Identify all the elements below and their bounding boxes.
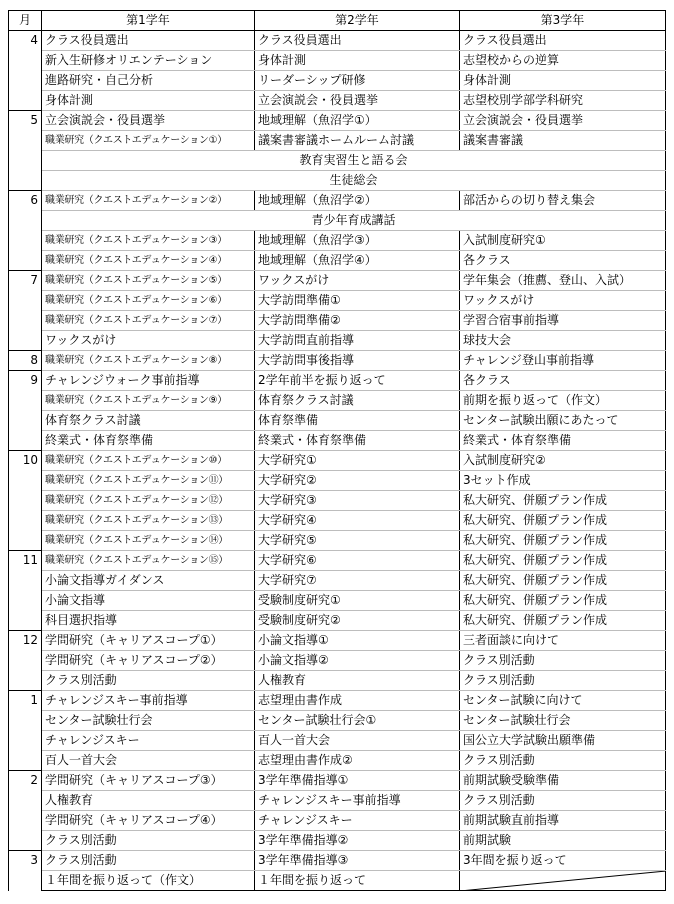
y2-cell: 大学研究⑦ (255, 571, 460, 591)
y3-cell: 前期試験受験準備 (460, 771, 666, 791)
y2-cell: 大学研究④ (255, 511, 460, 531)
table-row (9, 191, 666, 211)
table-row (9, 731, 666, 751)
table-row (9, 391, 666, 411)
table-row (9, 151, 666, 171)
y1-cell: 職業研究（クエストエデュケーション③） (42, 231, 255, 251)
y2-cell: 2学年前半を振り返って (255, 371, 460, 391)
table-row (9, 71, 666, 91)
table-row (9, 811, 666, 831)
y1-cell: 職業研究（クエストエデュケーション⑩） (42, 451, 255, 471)
y1-cell: 職業研究（クエストエデュケーション⑫） (42, 491, 255, 511)
y3-cell: センター試験出願にあたって (460, 411, 666, 431)
year1-header: 第1学年 (42, 11, 255, 31)
y1-cell: 百人一首大会 (42, 751, 255, 771)
y2-cell: 人権教育 (255, 671, 460, 691)
y2-cell: 受験制度研究② (255, 611, 460, 631)
y2-cell: 3学年準備指導③ (255, 851, 460, 871)
y3-cell: 各クラス (460, 251, 666, 271)
y1-cell: 人権教育 (42, 791, 255, 811)
month-cell: 6 (9, 191, 42, 271)
table-row (9, 791, 666, 811)
month-cell: 12 (9, 631, 42, 691)
y2-cell: 大学研究⑤ (255, 531, 460, 551)
table-row (9, 651, 666, 671)
y3-cell: 前期を振り返って（作文） (460, 391, 666, 411)
table-row (9, 531, 666, 551)
y2-cell: 3学年準備指導① (255, 771, 460, 791)
table-row (9, 311, 666, 331)
y2-cell: 地域理解（魚沼学④） (255, 251, 460, 271)
y1-cell: チャレンジスキー (42, 731, 255, 751)
y2-cell: リーダーシップ研修 (255, 71, 460, 91)
table-row (9, 291, 666, 311)
y3-cell: 私大研究、併願プラン作成 (460, 571, 666, 591)
table-row (9, 91, 666, 111)
y3-cell: 立会演説会・役員選挙 (460, 111, 666, 131)
y2-cell: 大学研究① (255, 451, 460, 471)
y3-cell: クラス役員選出 (460, 31, 666, 51)
y3-cell: 私大研究、併願プラン作成 (460, 611, 666, 631)
y2-cell: クラス役員選出 (255, 31, 460, 51)
y3-cell: 三者面談に向けて (460, 631, 666, 651)
y3-cell: クラス別活動 (460, 651, 666, 671)
month-cell: 2 (9, 771, 42, 851)
table-row (9, 671, 666, 691)
y2-cell: ワックスがけ (255, 271, 460, 291)
y2-cell: １年間を振り返って (255, 871, 460, 891)
y3-cell: 私大研究、併願プラン作成 (460, 591, 666, 611)
table-row (9, 691, 666, 711)
y2-cell: 3学年準備指導② (255, 831, 460, 851)
table-row (9, 871, 666, 891)
empty-slashed-cell (460, 871, 666, 891)
y1-cell: チャレンジウォーク事前指導 (42, 371, 255, 391)
merged-event-cell: 青少年育成講話 (42, 211, 666, 231)
y3-cell: 議案書審議 (460, 131, 666, 151)
table-row (9, 831, 666, 851)
y2-cell: 身体計測 (255, 51, 460, 71)
y1-cell: 職業研究（クエストエデュケーション⑬） (42, 511, 255, 531)
y2-cell: 志望理由書作成② (255, 751, 460, 771)
y2-cell: 大学訪問事後指導 (255, 351, 460, 371)
y2-cell: 体育祭クラス討議 (255, 391, 460, 411)
y3-cell: 前期試験 (460, 831, 666, 851)
y1-cell: 職業研究（クエストエデュケーション④） (42, 251, 255, 271)
month-cell: 1 (9, 691, 42, 771)
year3-header: 第3学年 (460, 11, 666, 31)
y1-cell: クラス役員選出 (42, 31, 255, 51)
y1-cell: 学問研究（キャリアスコープ①） (42, 631, 255, 651)
diagonal-slash-line (460, 871, 666, 891)
y2-cell: 大学訪問準備② (255, 311, 460, 331)
table-row (9, 171, 666, 191)
table-row (9, 211, 666, 231)
month-cell: 11 (9, 551, 42, 631)
y1-cell: 職業研究（クエストエデュケーション①） (42, 131, 255, 151)
y1-cell: 小論文指導ガイダンス (42, 571, 255, 591)
header-row (9, 11, 666, 31)
y2-cell: 体育祭準備 (255, 411, 460, 431)
y3-cell: センター試験に向けて (460, 691, 666, 711)
y1-cell: 学問研究（キャリアスコープ②） (42, 651, 255, 671)
y1-cell: 職業研究（クエストエデュケーション⑨） (42, 391, 255, 411)
schedule-sheet (8, 10, 666, 891)
y1-cell: 職業研究（クエストエデュケーション⑤） (42, 271, 255, 291)
month-cell: 5 (9, 111, 42, 191)
y2-cell: 大学研究② (255, 471, 460, 491)
y3-cell: 志望校からの逆算 (460, 51, 666, 71)
y1-cell: 進路研究・自己分析 (42, 71, 255, 91)
y3-cell: 球技大会 (460, 331, 666, 351)
y2-cell: 小論文指導② (255, 651, 460, 671)
y1-cell: 立会演説会・役員選挙 (42, 111, 255, 131)
table-row (9, 611, 666, 631)
annual-schedule-table (8, 10, 666, 891)
y1-cell: チャレンジスキー事前指導 (42, 691, 255, 711)
table-row (9, 51, 666, 71)
table-row (9, 111, 666, 131)
y1-cell: 職業研究（クエストエデュケーション⑭） (42, 531, 255, 551)
y3-cell: 身体計測 (460, 71, 666, 91)
table-row (9, 851, 666, 871)
y3-cell: 各クラス (460, 371, 666, 391)
y2-cell: チャレンジスキー事前指導 (255, 791, 460, 811)
table-row (9, 131, 666, 151)
y1-cell: 学問研究（キャリアスコープ④） (42, 811, 255, 831)
y3-cell: 学年集会（推薦、登山、入試） (460, 271, 666, 291)
y2-cell: 大学訪問直前指導 (255, 331, 460, 351)
y3-cell: 志望校別学部学科研究 (460, 91, 666, 111)
y3-cell: 国公立大学試験出願準備 (460, 731, 666, 751)
month-cell: 10 (9, 451, 42, 551)
table-row (9, 751, 666, 771)
merged-event-cell: 生徒総会 (42, 171, 666, 191)
y2-cell: 終業式・体育祭準備 (255, 431, 460, 451)
y1-cell: 新入生研修オリエンテーション (42, 51, 255, 71)
y1-cell: クラス別活動 (42, 851, 255, 871)
month-cell: 7 (9, 271, 42, 351)
y1-cell: 職業研究（クエストエデュケーション⑧） (42, 351, 255, 371)
y1-cell: ワックスがけ (42, 331, 255, 351)
table-row (9, 351, 666, 371)
y1-cell: 職業研究（クエストエデュケーション⑪） (42, 471, 255, 491)
y3-cell: 3セット作成 (460, 471, 666, 491)
table-row (9, 411, 666, 431)
table-row (9, 591, 666, 611)
y3-cell: 私大研究、併願プラン作成 (460, 531, 666, 551)
table-row (9, 431, 666, 451)
y1-cell: 体育祭クラス討議 (42, 411, 255, 431)
table-row (9, 471, 666, 491)
y3-cell: 部活からの切り替え集会 (460, 191, 666, 211)
y3-cell: 前期試験直前指導 (460, 811, 666, 831)
y3-cell: センター試験壮行会 (460, 711, 666, 731)
month-header: 月 (9, 11, 42, 31)
table-row (9, 771, 666, 791)
y2-cell: 立会演説会・役員選挙 (255, 91, 460, 111)
table-row (9, 371, 666, 391)
y3-cell: チャレンジ登山事前指導 (460, 351, 666, 371)
y2-cell: 受験制度研究① (255, 591, 460, 611)
y3-cell: クラス別活動 (460, 791, 666, 811)
y2-cell: 議案書審議ホームルーム討議 (255, 131, 460, 151)
y3-cell: ワックスがけ (460, 291, 666, 311)
y3-cell: 3年間を振り返って (460, 851, 666, 871)
month-cell: 4 (9, 31, 42, 111)
y1-cell: １年間を振り返って（作文） (42, 871, 255, 891)
y2-cell: 小論文指導① (255, 631, 460, 651)
y3-cell: 入試制度研究② (460, 451, 666, 471)
table-row (9, 711, 666, 731)
y3-cell: 終業式・体育祭準備 (460, 431, 666, 451)
y3-cell: 私大研究、併願プラン作成 (460, 491, 666, 511)
y1-cell: 職業研究（クエストエデュケーション⑦） (42, 311, 255, 331)
y2-cell: 地域理解（魚沼学①） (255, 111, 460, 131)
y3-cell: 私大研究、併願プラン作成 (460, 511, 666, 531)
y1-cell: 職業研究（クエストエデュケーション⑮） (42, 551, 255, 571)
y2-cell: 地域理解（魚沼学②） (255, 191, 460, 211)
table-row (9, 631, 666, 651)
table-row (9, 491, 666, 511)
y1-cell: 学問研究（キャリアスコープ③） (42, 771, 255, 791)
table-row (9, 551, 666, 571)
year2-header: 第2学年 (255, 11, 460, 31)
y1-cell: 職業研究（クエストエデュケーション②） (42, 191, 255, 211)
y1-cell: 職業研究（クエストエデュケーション⑥） (42, 291, 255, 311)
y2-cell: 大学訪問準備① (255, 291, 460, 311)
month-cell: 9 (9, 371, 42, 451)
month-cell: 8 (9, 351, 42, 371)
y1-cell: 小論文指導 (42, 591, 255, 611)
y3-cell: 私大研究、併願プラン作成 (460, 551, 666, 571)
y2-cell: 志望理由書作成 (255, 691, 460, 711)
y2-cell: 地域理解（魚沼学③） (255, 231, 460, 251)
table-row (9, 571, 666, 591)
table-row (9, 451, 666, 471)
y1-cell: クラス別活動 (42, 831, 255, 851)
y2-cell: センター試験壮行会① (255, 711, 460, 731)
y3-cell: 入試制度研究① (460, 231, 666, 251)
table-row (9, 331, 666, 351)
y1-cell: 科目選択指導 (42, 611, 255, 631)
merged-event-cell: 教育実習生と語る会 (42, 151, 666, 171)
y1-cell: センター試験壮行会 (42, 711, 255, 731)
y1-cell: クラス別活動 (42, 671, 255, 691)
table-row (9, 271, 666, 291)
table-row (9, 231, 666, 251)
y3-cell: クラス別活動 (460, 751, 666, 771)
table-row (9, 511, 666, 531)
y2-cell: チャレンジスキー (255, 811, 460, 831)
month-cell: 3 (9, 851, 42, 891)
table-row (9, 251, 666, 271)
y2-cell: 大学研究⑥ (255, 551, 460, 571)
y3-cell: クラス別活動 (460, 671, 666, 691)
y2-cell: 百人一首大会 (255, 731, 460, 751)
y2-cell: 大学研究③ (255, 491, 460, 511)
y3-cell: 学習合宿事前指導 (460, 311, 666, 331)
y1-cell: 身体計測 (42, 91, 255, 111)
table-row (9, 31, 666, 51)
y1-cell: 終業式・体育祭準備 (42, 431, 255, 451)
